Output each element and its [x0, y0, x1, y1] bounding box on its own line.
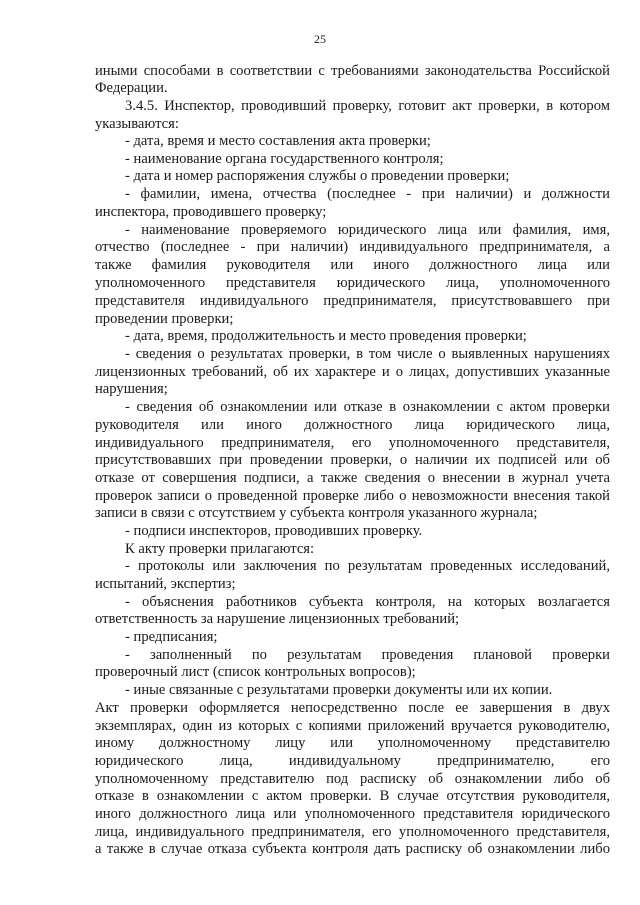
- text-line: иными способами в соответствии с требованиями законодательства Российской: [95, 63, 610, 79]
- text-line: К акту проверки прилагаются:: [125, 541, 315, 557]
- text-line: проверок записи о проведенной проверке либо о невозможности внесения такой: [95, 488, 610, 504]
- text-line: - объяснения работников субъекта контроля, на которых возлагается: [125, 594, 610, 610]
- text-line: лица, индивидуального предпринимателя, его уполномоченного представителя,: [95, 824, 610, 840]
- text-line: ответственность за нарушение лицензионных требований;: [95, 611, 460, 627]
- text-line: отчество (последнее - при наличии) индивидуального предпринимателя, а: [95, 239, 610, 255]
- text-line: - сведения об ознакомлении или отказе в ознакомлении с актом проверки: [125, 399, 610, 415]
- text-line: - фамилии, имена, отчества (последнее - при наличии) и должности: [125, 186, 610, 202]
- text-line: иному должностному лицу или уполномоченному представителю: [95, 735, 610, 751]
- text-line: представителя индивидуального предпринимателя, присутствовавшего при: [95, 293, 610, 309]
- text-line: - протоколы или заключения по результатам проведенных исследований,: [125, 558, 610, 574]
- text-line: также фамилия руководителя или иного должностного лица или: [95, 257, 610, 273]
- text-line: а также в случае отказа субъекта контроля дать расписку об ознакомлении либо: [95, 841, 610, 857]
- text-line: проведении проверки;: [95, 311, 234, 327]
- text-line: - дата и номер распоряжения службы о проведении проверки;: [125, 168, 510, 184]
- text-line: инспектора, проводившего проверку;: [95, 204, 327, 220]
- text-line: 3.4.5. Инспектор, проводивший проверку, готовит акт проверки, в котором: [125, 98, 610, 114]
- text-line: иного должностного лица или уполномоченного представителя юридического: [95, 806, 610, 822]
- text-line: - наименование проверяемого юридического лица или фамилия, имя,: [125, 222, 610, 238]
- text-line: юридического лица, индивидуальному предпринимателю, его: [95, 753, 610, 769]
- text-line: уполномоченного представителя юридического лица, уполномоченного: [95, 275, 610, 291]
- text-line: записи в связи с отсутствием у субъекта контроля указанного журнала;: [95, 505, 538, 521]
- text-line: - наименование органа государственного контроля;: [125, 151, 444, 167]
- text-line: лицензионных требований, об их характере и о лицах, допустивших указанные: [95, 364, 610, 380]
- text-line: - сведения о результатах проверки, в том числе о выявленных нарушениях: [125, 346, 610, 362]
- text-line: - иные связанные с результатами проверки документы или их копии.: [125, 682, 553, 698]
- text-line: проверочный лист (список контрольных вопросов);: [95, 664, 416, 680]
- text-line: - предписания;: [125, 629, 218, 645]
- text-line: отказе от совершения подписи, а также сведения о внесении в журнал учета: [95, 470, 610, 486]
- text-line: - заполненный по результатам проведения плановой проверки: [125, 647, 610, 663]
- text-line: уполномоченному представителю под расписку об ознакомлении либо об: [95, 771, 610, 787]
- text-line: - подписи инспекторов, проводивших проверку.: [125, 523, 423, 539]
- text-line: отказе в ознакомлении с актом проверки. В случае отсутствия руководителя,: [95, 788, 610, 804]
- text-line: - дата, время, продолжительность и место проведения проверки;: [125, 328, 527, 344]
- text-line: указываются:: [95, 116, 179, 132]
- text-line: индивидуального предпринимателя, его уполномоченного представителя,: [95, 435, 610, 451]
- text-line: присутствовавших при проведении проверки, о наличии их подписей или об: [95, 452, 610, 468]
- text-line: экземплярах, один из которых с копиями приложений вручается руководителю,: [95, 718, 610, 734]
- text-line: - дата, время и место составления акта проверки;: [125, 133, 431, 149]
- page-number: 25: [314, 32, 326, 46]
- text-line: руководителя или иного должностного лица юридического лица,: [95, 417, 610, 433]
- text-line: Акт проверки оформляется непосредственно после ее завершения в двух: [95, 700, 610, 716]
- text-line: испытаний, экспертиз;: [95, 576, 236, 592]
- text-line: нарушения;: [95, 381, 168, 397]
- text-line: Федерации.: [95, 80, 168, 96]
